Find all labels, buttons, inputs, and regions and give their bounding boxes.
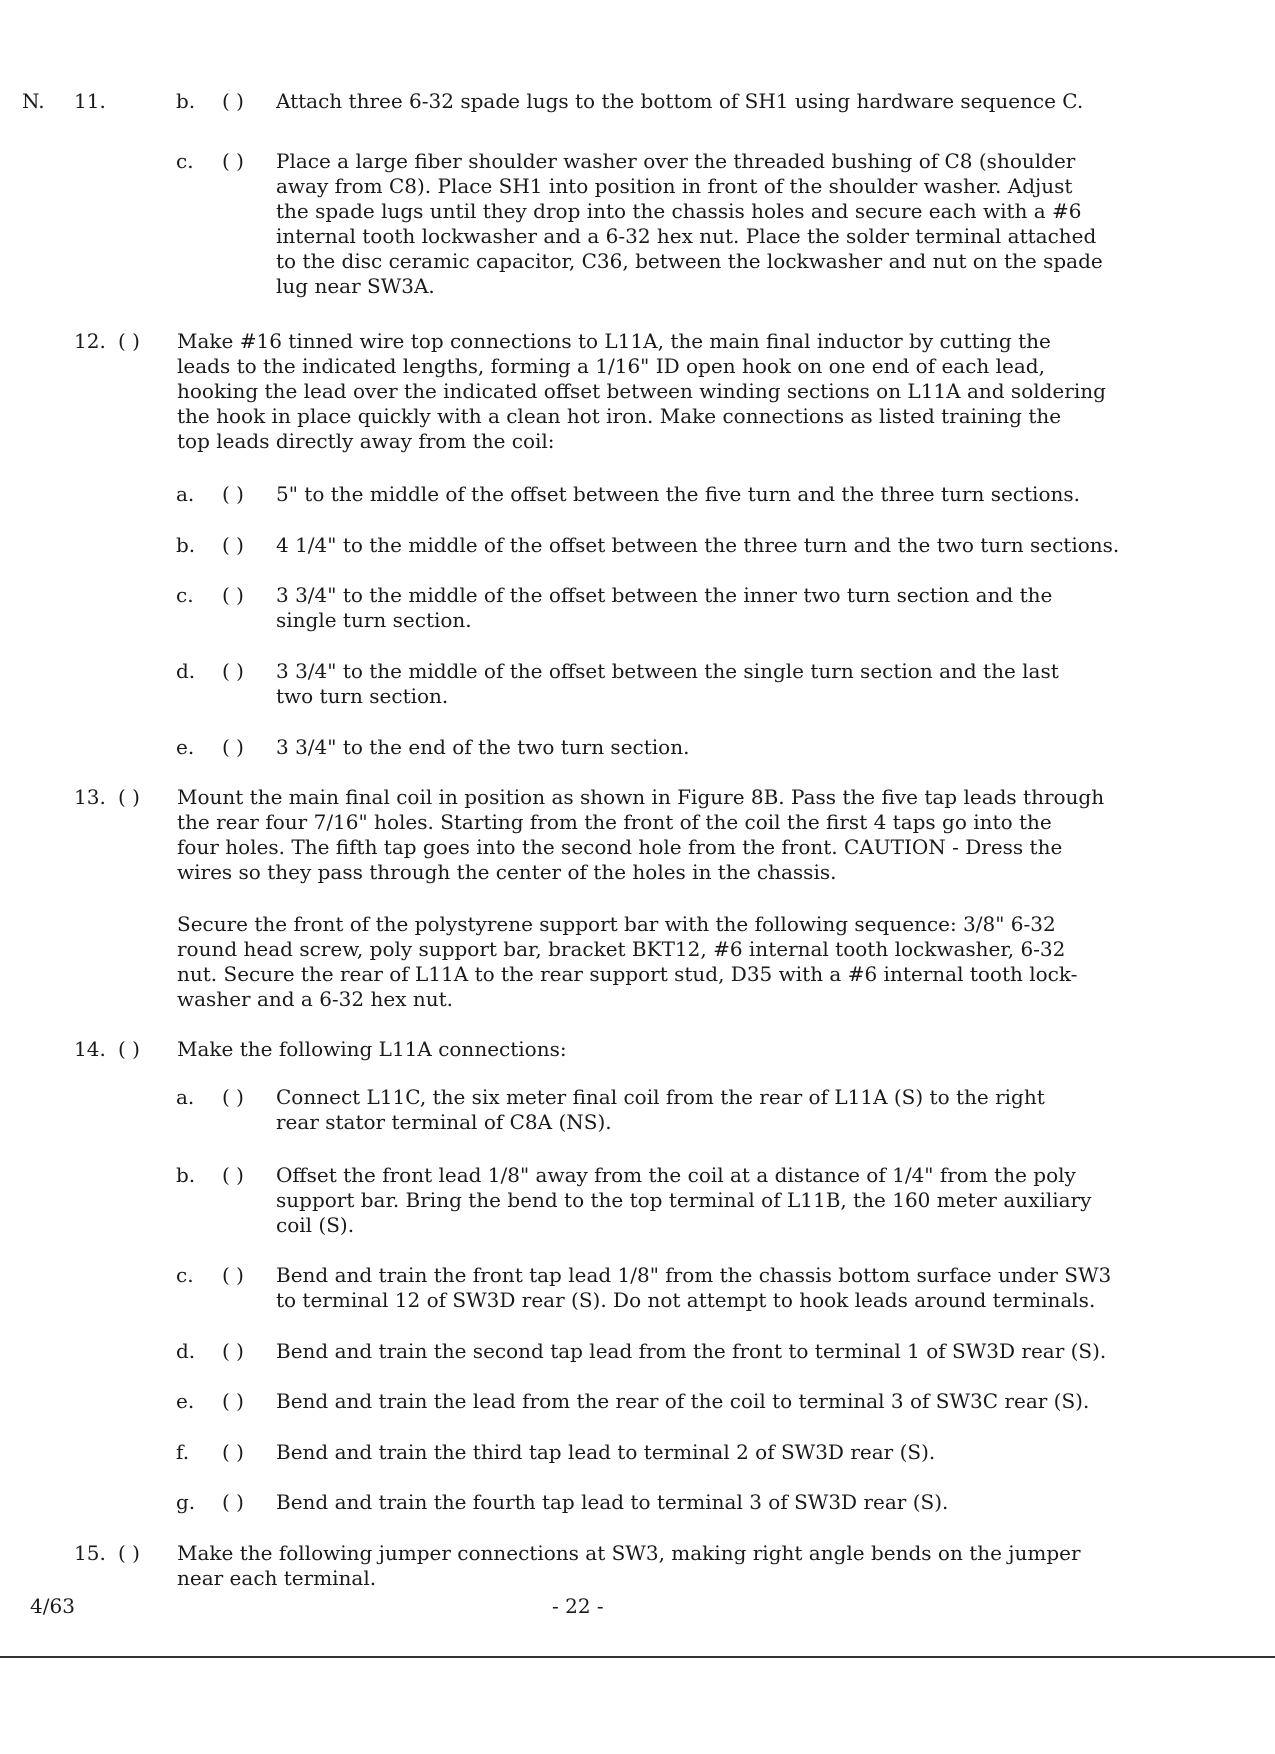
step-14b-line: coil (S). <box>276 1213 355 1237</box>
step-12-line: hooking the lead over the indicated offset between winding sections on L11A and soldering <box>177 379 1106 403</box>
step-14c-letter: c. <box>176 1263 194 1287</box>
step-14b-line: support bar. Bring the bend to the top terminal of L11B, the 160 meter auxiliary <box>276 1188 1092 1212</box>
step-15-checkbox[interactable]: ( ) <box>118 1541 140 1565</box>
step-14e-letter: e. <box>176 1389 195 1413</box>
step-14a-line: Connect L11C, the six meter final coil from the rear of L11A (S) to the right <box>276 1085 1045 1109</box>
step-12b-checkbox[interactable]: ( ) <box>222 533 244 557</box>
step-12c-checkbox[interactable]: ( ) <box>222 583 244 607</box>
step-12d-line: two turn section. <box>276 684 449 708</box>
step-12-line: leads to the indicated lengths, forming a 1/16" ID open hook on one end of each lead, <box>177 354 1045 378</box>
step-15-line: Make the following jumper connections at SW3, making right angle bends on the jumper <box>177 1541 1081 1565</box>
step-13-line: four holes. The fifth tap goes into the second hole from the front. CAUTION - Dress the <box>177 835 1063 859</box>
step-14c-line: to terminal 12 of SW3D rear (S). Do not attempt to hook leads around terminals. <box>276 1288 1096 1312</box>
step-14b-line: Offset the front lead 1/8" away from the coil at a distance of 1/4" from the poly <box>276 1163 1076 1187</box>
step-11c-line: away from C8). Place SH1 into position in front of the shoulder washer. Adjust <box>276 174 1073 198</box>
step-13-line: wires so they pass through the center of the holes in the chassis. <box>177 860 837 884</box>
step-14e-checkbox[interactable]: ( ) <box>222 1389 244 1413</box>
step-12c-line: single turn section. <box>276 608 472 632</box>
step-14d-text: Bend and train the second tap lead from the front to terminal 1 of SW3D rear (S). <box>276 1339 1107 1363</box>
step-14d-letter: d. <box>176 1339 196 1363</box>
step-14f-checkbox[interactable]: ( ) <box>222 1440 244 1464</box>
step-14-number: 14. <box>74 1037 106 1061</box>
step-13-para2-line: round head screw, poly support bar, bracket BKT12, #6 internal tooth lockwasher, 6-32 <box>177 937 1066 961</box>
step-12b-text: 4 1/4" to the middle of the offset between the three turn and the two turn sections. <box>276 533 1120 557</box>
footer-date: 4/63 <box>30 1594 75 1618</box>
step-12-line: the hook in place quickly with a clean hot iron. Make connections as listed training the <box>177 404 1062 428</box>
step-14d-checkbox[interactable]: ( ) <box>222 1339 244 1363</box>
step-12b-letter: b. <box>176 533 196 557</box>
step-14a-letter: a. <box>176 1085 195 1109</box>
step-12-checkbox[interactable]: ( ) <box>118 329 140 353</box>
step-12-number: 12. <box>74 329 106 353</box>
step-13-number: 13. <box>74 785 106 809</box>
step-12d-line: 3 3/4" to the middle of the offset between the single turn section and the last <box>276 659 1059 683</box>
step-11b-letter: b. <box>176 89 196 113</box>
step-12a-text: 5" to the middle of the offset between the five turn and the three turn sections. <box>276 482 1080 506</box>
step-11c-checkbox[interactable]: ( ) <box>222 149 244 173</box>
step-11b-text: Attach three 6-32 spade lugs to the bottom of SH1 using hardware sequence C. <box>276 89 1084 113</box>
step-13-para2-line: Secure the front of the polystyrene support bar with the following sequence: 3/8" 6-32 <box>177 912 1056 936</box>
step-14a-line: rear stator terminal of C8A (NS). <box>276 1110 612 1134</box>
step-11c-letter: c. <box>176 149 194 173</box>
step-12-line: top leads directly away from the coil: <box>177 429 555 453</box>
step-14b-letter: b. <box>176 1163 196 1187</box>
step-14c-checkbox[interactable]: ( ) <box>222 1263 244 1287</box>
step-13-line: the rear four 7/16" holes. Starting from the front of the coil the first 4 taps go into the <box>177 810 1052 834</box>
step-14c-line: Bend and train the front tap lead 1/8" from the chassis bottom surface under SW3 <box>276 1263 1112 1287</box>
step-11c-line: Place a large fiber shoulder washer over the threaded bushing of C8 (shoulder <box>276 149 1076 173</box>
step-14f-text: Bend and train the third tap lead to terminal 2 of SW3D rear (S). <box>276 1440 936 1464</box>
step-14-text: Make the following L11A connections: <box>177 1037 567 1061</box>
step-12d-checkbox[interactable]: ( ) <box>222 659 244 683</box>
step-14g-letter: g. <box>176 1490 196 1514</box>
section-label: N. <box>22 89 45 113</box>
footer-rule <box>0 1656 1275 1658</box>
step-11-number: 11. <box>74 89 106 113</box>
step-11c-line: internal tooth lockwasher and a 6-32 hex nut. Place the solder terminal attached <box>276 224 1097 248</box>
step-11c-line: lug near SW3A. <box>276 274 435 298</box>
step-13-line: Mount the main final coil in position as shown in Figure 8B. Pass the five tap leads through <box>177 785 1105 809</box>
step-12d-letter: d. <box>176 659 196 683</box>
step-12c-line: 3 3/4" to the middle of the offset between the inner two turn section and the <box>276 583 1053 607</box>
step-14-checkbox[interactable]: ( ) <box>118 1037 140 1061</box>
step-15-number: 15. <box>74 1541 106 1565</box>
step-14f-letter: f. <box>176 1440 190 1464</box>
step-15-line: near each terminal. <box>177 1566 377 1590</box>
step-13-checkbox[interactable]: ( ) <box>118 785 140 809</box>
step-13-para2-line: nut. Secure the rear of L11A to the rear support stud, D35 with a #6 internal tooth lock- <box>177 962 1078 986</box>
step-14g-checkbox[interactable]: ( ) <box>222 1490 244 1514</box>
step-12c-letter: c. <box>176 583 194 607</box>
page-number: - 22 - <box>552 1594 604 1618</box>
step-14g-text: Bend and train the fourth tap lead to terminal 3 of SW3D rear (S). <box>276 1490 949 1514</box>
step-14b-checkbox[interactable]: ( ) <box>222 1163 244 1187</box>
step-12e-text: 3 3/4" to the end of the two turn section. <box>276 735 690 759</box>
step-11c-line: the spade lugs until they drop into the chassis holes and secure each with a #6 <box>276 199 1082 223</box>
step-12a-letter: a. <box>176 482 195 506</box>
step-12e-letter: e. <box>176 735 195 759</box>
step-12a-checkbox[interactable]: ( ) <box>222 482 244 506</box>
step-12e-checkbox[interactable]: ( ) <box>222 735 244 759</box>
step-11c-line: to the disc ceramic capacitor, C36, between the lockwasher and nut on the spade <box>276 249 1103 273</box>
step-14e-text: Bend and train the lead from the rear of the coil to terminal 3 of SW3C rear (S). <box>276 1389 1090 1413</box>
step-13-para2-line: washer and a 6-32 hex nut. <box>177 987 453 1011</box>
step-12-line: Make #16 tinned wire top connections to L11A, the main final inductor by cutting the <box>177 329 1051 353</box>
step-14a-checkbox[interactable]: ( ) <box>222 1085 244 1109</box>
step-11b-checkbox[interactable]: ( ) <box>222 89 244 113</box>
